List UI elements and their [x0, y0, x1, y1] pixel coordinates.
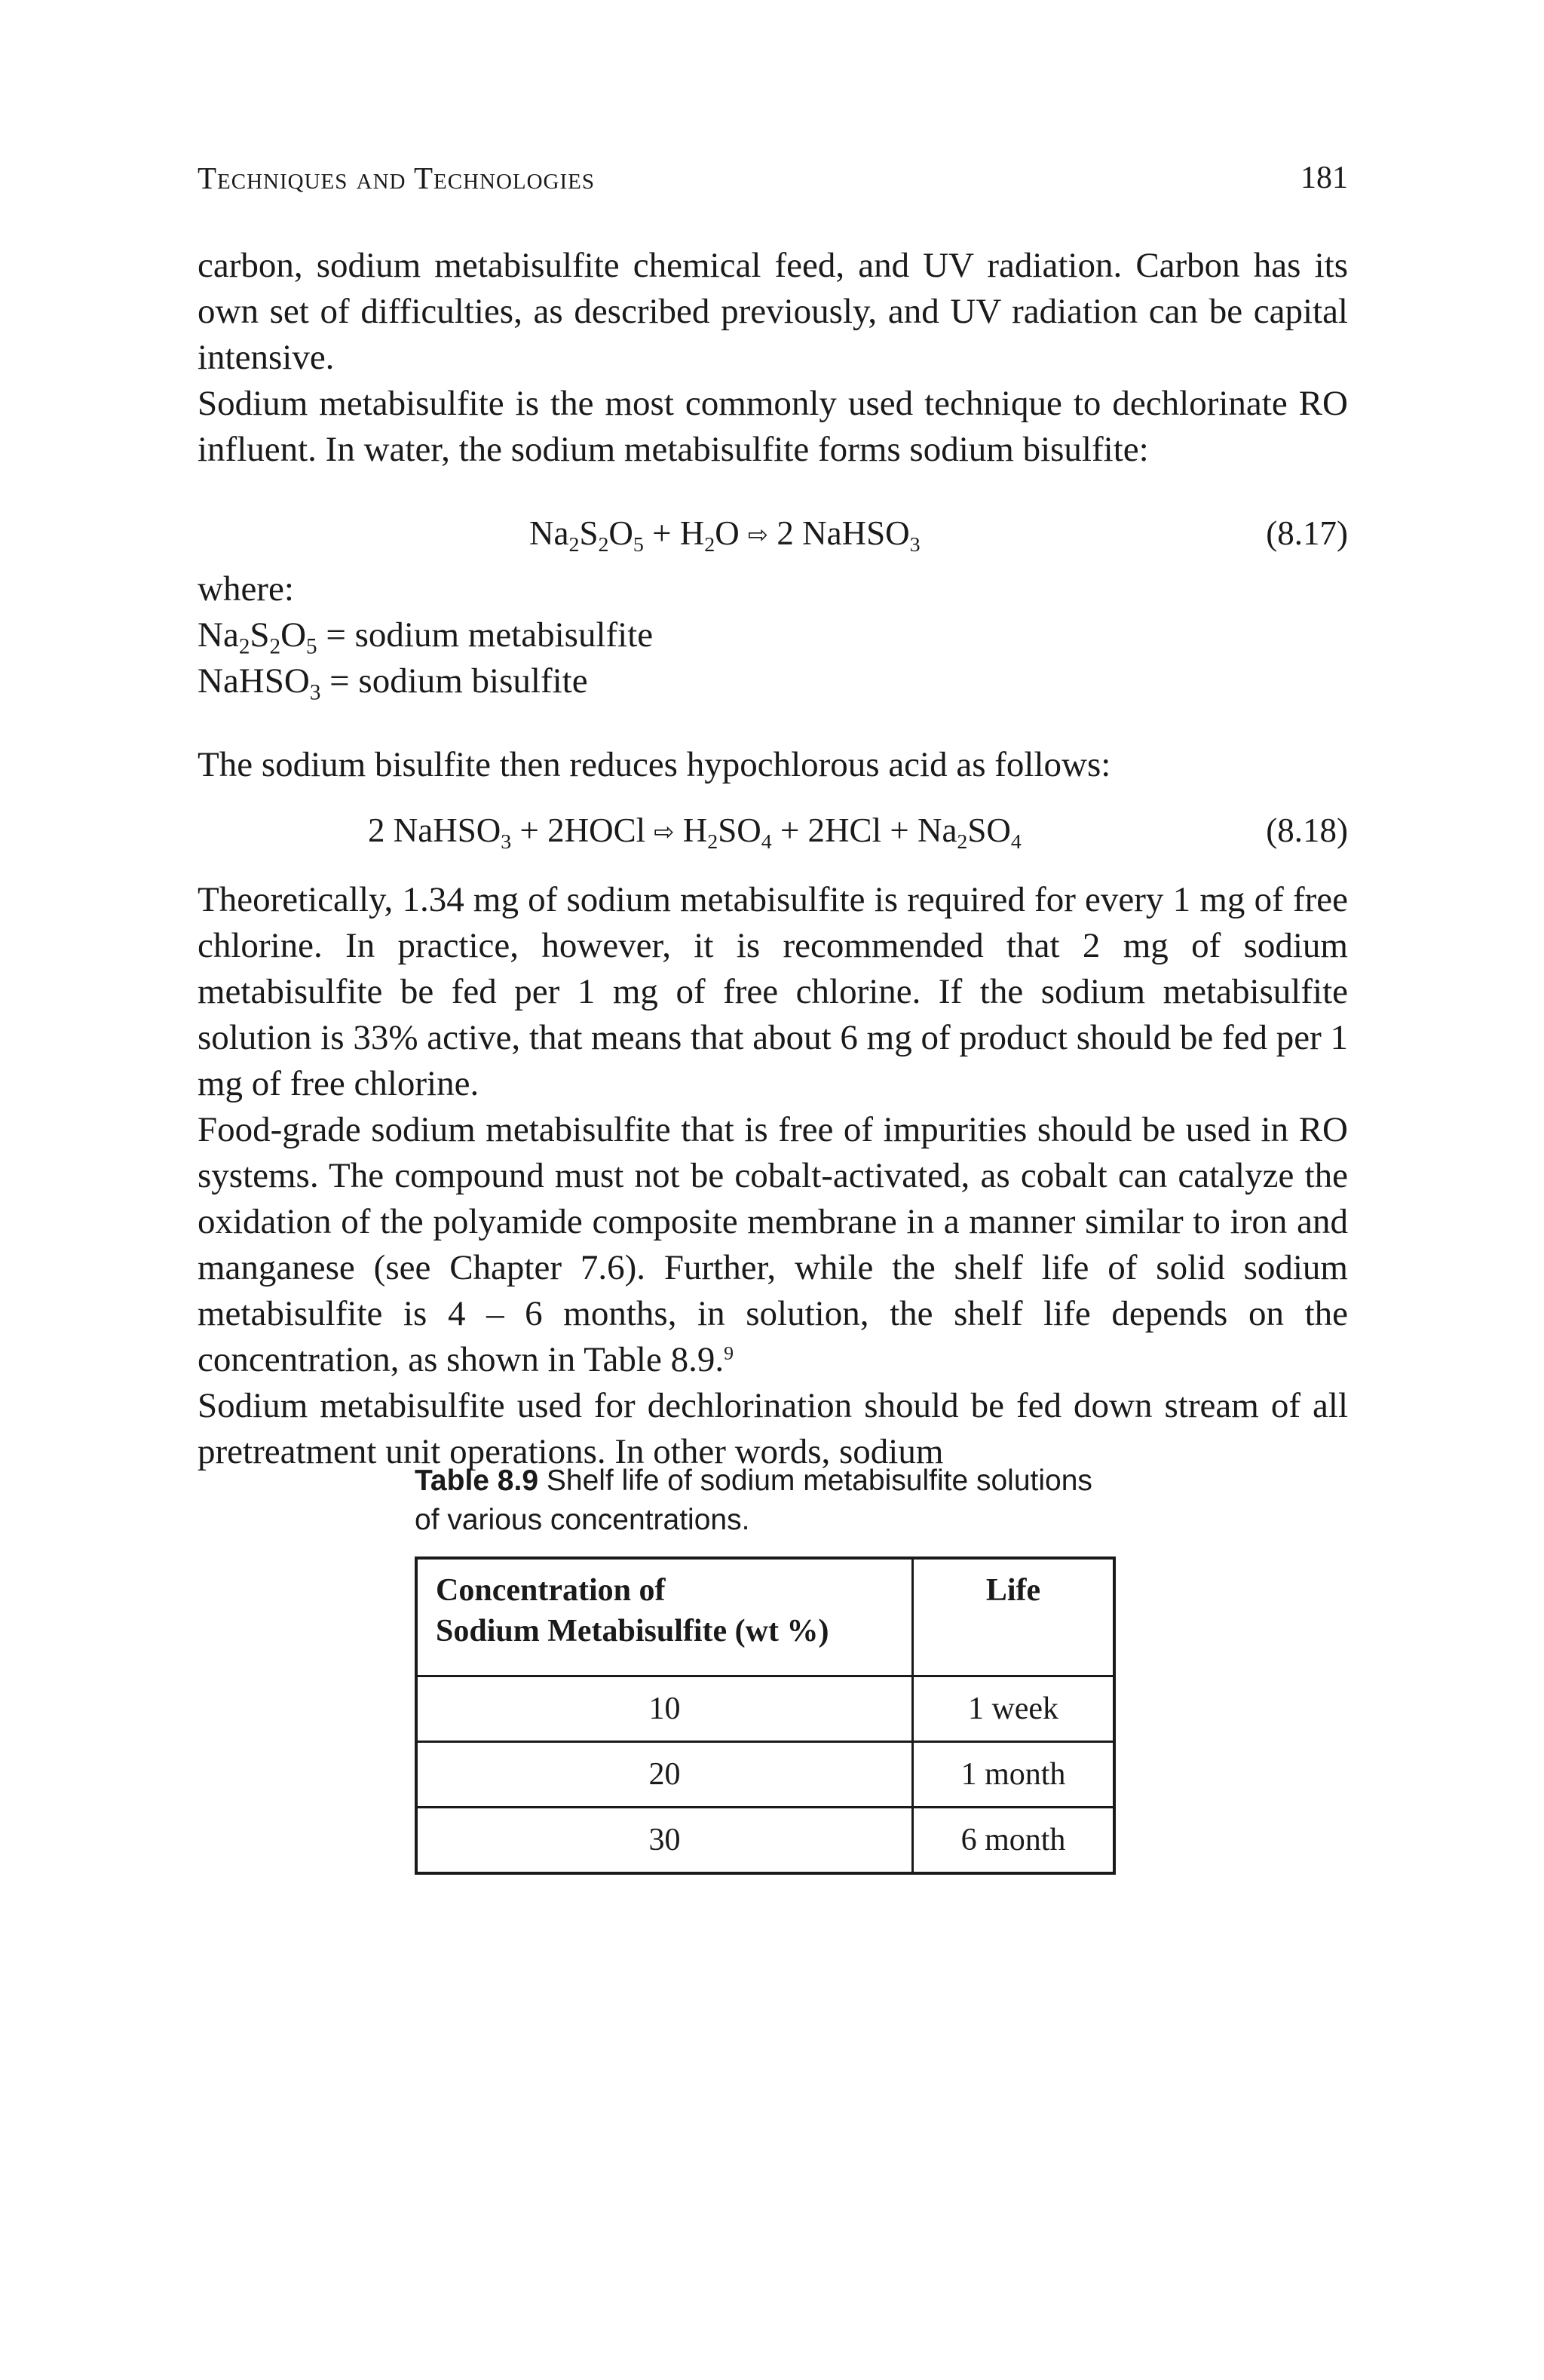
equation-number: (8.17)	[1266, 514, 1348, 552]
table-caption	[415, 1461, 1116, 1540]
definition-sodium-bisulfite: NaHSO$_3$ = sodium bisulfite	[198, 661, 588, 705]
cell-life: 1 week	[913, 1676, 1115, 1742]
table-row	[416, 1676, 1114, 1742]
table-caption-label: Table 8.9	[415, 1464, 539, 1497]
paragraph-1: carbon, sodium metabisulfite chemical feed, and UV radiation. Carbon has its own set of difficulties, as described previously, and UV radiation can be capital intensive.	[198, 246, 1348, 377]
equation-8-17-formula: $Na_2S_2O_5 + H_2O$ ⇨ 2 NaHSO$_3$	[529, 514, 921, 557]
table-8-9	[415, 1461, 1116, 1875]
cell-life: 6 month	[913, 1808, 1115, 1874]
shelf-life-table	[415, 1557, 1116, 1875]
page-header	[198, 160, 1348, 205]
equation-8-18	[198, 802, 1348, 865]
equation-number: (8.18)	[1266, 811, 1348, 849]
cell-concentration: 30	[416, 1808, 913, 1874]
definition-text: = sodium metabisulfite	[317, 615, 654, 655]
paragraph-5-text: Food-grade sodium metabisulfite that is free of impurities should be used in RO systems. The compound must not be cobalt-activated, as cobalt can catalyze the oxidation of the polyamide composite membrane in a manner similar to iron and manganese (see Chapter 7.6). Further, while the shelf life of solid sodium metabisulfite is 4 – 6 months, in solution, the shelf life depends on the concentration, as shown in Table 8.9.	[198, 1110, 1348, 1379]
paragraph-2: Sodium metabisulfite is the most commonly used technique to dechlorinate RO influent. In water, the sodium metabisulfite forms sodium bisulfite:	[198, 384, 1348, 469]
equation-8-17	[198, 503, 1348, 566]
paragraph-4: Theoretically, 1.34 mg of sodium metabisulfite is required for every 1 mg of free chlorine. In practice, however, it is recommended that 2 mg of sodium metabisulfite be fed per 1 mg of free chlorine. If the sodium metabisulfite solution is 33% active, that means that about 6 mg of product should be fed per 1 mg of free chlorine.	[198, 880, 1348, 1103]
table-row	[416, 1742, 1114, 1808]
column-header-concentration	[416, 1558, 913, 1676]
cell-life: 1 month	[913, 1742, 1115, 1808]
footnote-marker: 9	[724, 1342, 734, 1364]
body-text	[198, 243, 1348, 1475]
yields-arrow-icon: ⇨	[747, 520, 769, 550]
table-caption-text: Shelf life of sodium metabisulfite solutions of various concentrations.	[415, 1464, 1092, 1536]
paragraph-6: Sodium metabisulfite used for dechlorination should be fed down stream of all pretreatment unit operations. In other words, sodium	[198, 1386, 1348, 1471]
equation-8-18-formula: 2 NaHSO$_3$ + 2HOCl ⇨ $H_2SO_4 + 2HCl + Na_2SO_4$	[368, 811, 1022, 854]
paragraph-5	[198, 1107, 1348, 1383]
running-head: Techniques and Technologies	[198, 161, 595, 195]
yields-arrow-icon: ⇨	[654, 817, 675, 847]
cell-concentration: 10	[416, 1676, 913, 1742]
paragraph-3: The sodium bisulfite then reduces hypochlorous acid as follows:	[198, 745, 1111, 784]
cell-concentration: 20	[416, 1742, 913, 1808]
table-header-row	[416, 1558, 1114, 1676]
table-row	[416, 1808, 1114, 1874]
header-line: Sodium Metabisulfite (wt %)	[436, 1614, 829, 1649]
header-line: Concentration of	[436, 1573, 666, 1608]
page-number: 181	[1300, 161, 1348, 195]
column-header-life: Life	[913, 1558, 1115, 1676]
where-label: where:	[198, 569, 294, 609]
definition-text: = sodium bisulfite	[320, 661, 588, 701]
definition-sodium-metabisulfite: $Na_2S_2O_5$ = sodium metabisulfite	[198, 615, 654, 659]
